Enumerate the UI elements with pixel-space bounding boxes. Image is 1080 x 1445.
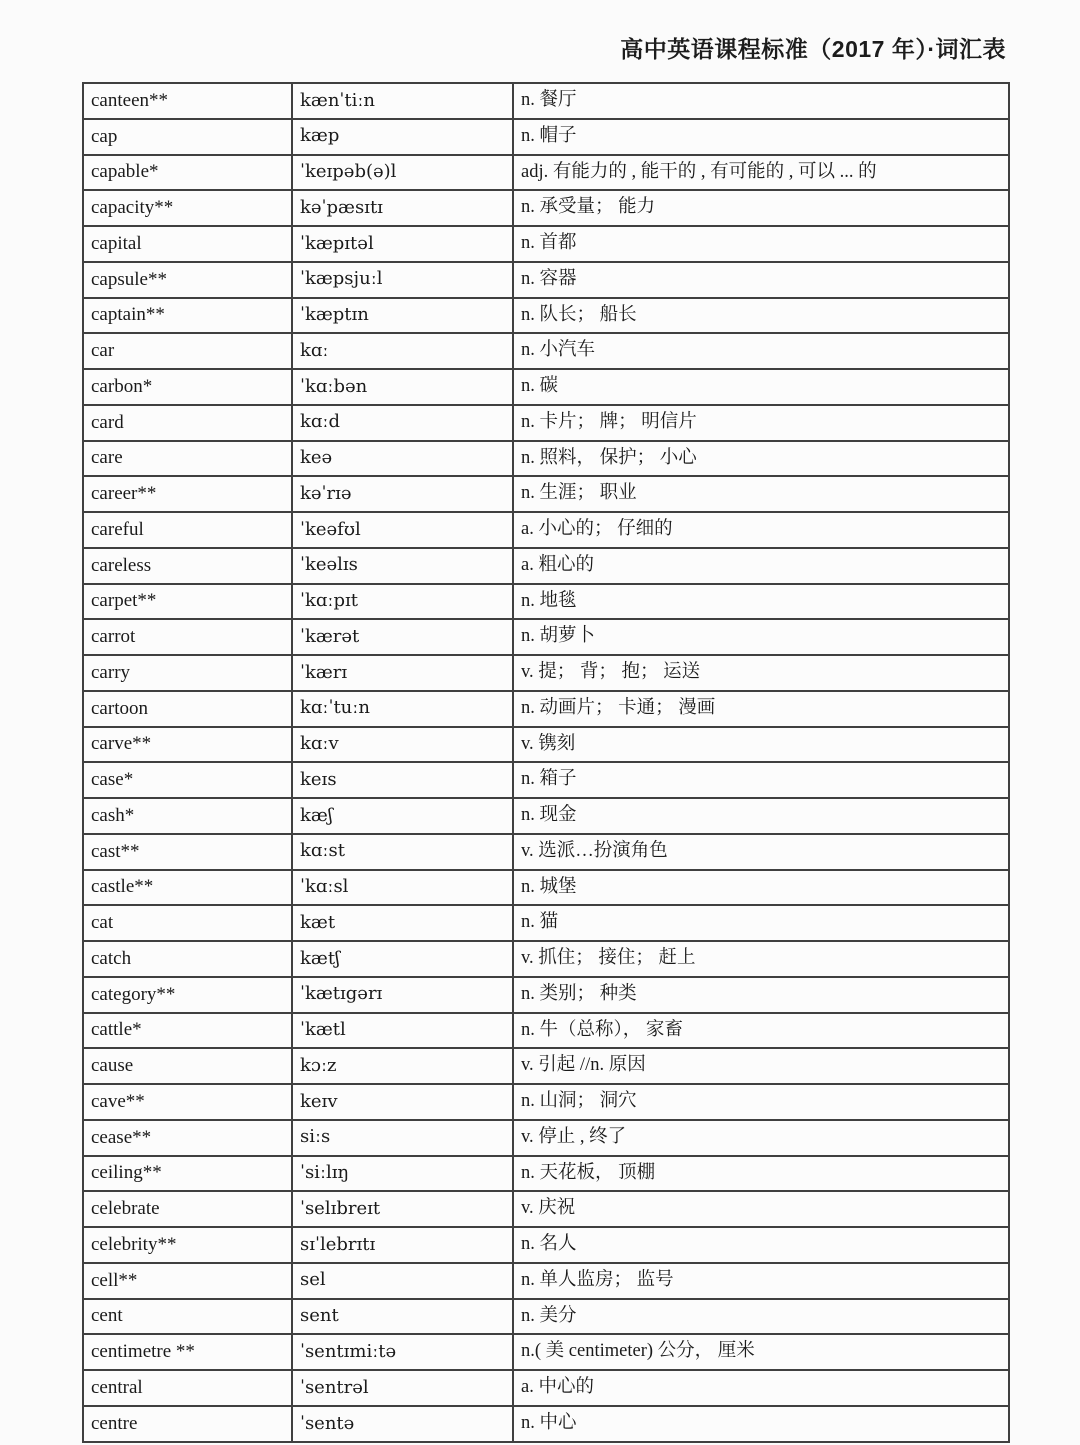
- word-cell: canteen**: [83, 83, 292, 119]
- word-cell: castle**: [83, 870, 292, 906]
- phonetic-cell: ˈkeəfʊl: [292, 512, 513, 548]
- definition-cell: n. 山洞； 洞穴: [513, 1084, 1009, 1120]
- word-cell: central: [83, 1370, 292, 1406]
- table-row: [83, 298, 1009, 334]
- phonetic-cell: ˈselɪbreɪt: [292, 1191, 513, 1227]
- phonetic-cell: keə: [292, 441, 513, 477]
- phonetic-cell: ˈkæpsjuːl: [292, 262, 513, 298]
- table-row: [83, 1406, 1009, 1442]
- definition-cell: n. 猫: [513, 905, 1009, 941]
- definition-cell: n. 卡片； 牌； 明信片: [513, 405, 1009, 441]
- word-cell: cave**: [83, 1084, 292, 1120]
- word-cell: case*: [83, 762, 292, 798]
- word-cell: celebrate: [83, 1191, 292, 1227]
- definition-cell: n. 容器: [513, 262, 1009, 298]
- table-row: [83, 1191, 1009, 1227]
- phonetic-cell: ˈkærɪ: [292, 655, 513, 691]
- word-cell: careful: [83, 512, 292, 548]
- table-row: [83, 155, 1009, 191]
- word-cell: cap: [83, 119, 292, 155]
- word-cell: capacity**: [83, 190, 292, 226]
- phonetic-cell: kɔːz: [292, 1048, 513, 1084]
- definition-cell: v. 停止 , 终了: [513, 1120, 1009, 1156]
- phonetic-cell: kɑːˈtuːn: [292, 691, 513, 727]
- word-cell: carve**: [83, 727, 292, 763]
- phonetic-cell: ˈsiːlɪŋ: [292, 1156, 513, 1192]
- table-row: [83, 727, 1009, 763]
- definition-cell: n. 美分: [513, 1299, 1009, 1335]
- word-cell: cat: [83, 905, 292, 941]
- table-row: [83, 1227, 1009, 1263]
- word-cell: cash*: [83, 798, 292, 834]
- page-title: 高中英语课程标准（2017 年）·词汇表: [620, 36, 1006, 62]
- table-row: [83, 119, 1009, 155]
- definition-cell: n. 地毯: [513, 584, 1009, 620]
- table-row: [83, 762, 1009, 798]
- definition-cell: v. 镌刻: [513, 727, 1009, 763]
- phonetic-cell: kəˈrɪə: [292, 476, 513, 512]
- table-row: [83, 441, 1009, 477]
- word-cell: cast**: [83, 834, 292, 870]
- word-cell: capital: [83, 226, 292, 262]
- phonetic-cell: keɪv: [292, 1084, 513, 1120]
- phonetic-cell: ˈsentə: [292, 1406, 513, 1442]
- word-cell: card: [83, 405, 292, 441]
- definition-cell: n. 天花板， 顶棚: [513, 1156, 1009, 1192]
- word-cell: carbon*: [83, 369, 292, 405]
- phonetic-cell: kænˈtiːn: [292, 83, 513, 119]
- phonetic-cell: ˈkɑːsl: [292, 870, 513, 906]
- table-row: [83, 691, 1009, 727]
- definition-cell: n. 中心: [513, 1406, 1009, 1442]
- phonetic-cell: kɑː: [292, 333, 513, 369]
- definition-cell: v. 选派…扮演角色: [513, 834, 1009, 870]
- word-cell: celebrity**: [83, 1227, 292, 1263]
- definition-cell: n. 现金: [513, 798, 1009, 834]
- word-cell: carrot: [83, 619, 292, 655]
- definition-cell: n. 承受量； 能力: [513, 190, 1009, 226]
- table-row: [83, 977, 1009, 1013]
- phonetic-cell: ˈkeəlɪs: [292, 548, 513, 584]
- word-cell: capable*: [83, 155, 292, 191]
- phonetic-cell: ˈkætɪgərɪ: [292, 977, 513, 1013]
- word-cell: centre: [83, 1406, 292, 1442]
- phonetic-cell: sɪˈlebrɪtɪ: [292, 1227, 513, 1263]
- table-row: [83, 584, 1009, 620]
- word-cell: cent: [83, 1299, 292, 1335]
- definition-cell: v. 提； 背； 抱； 运送: [513, 655, 1009, 691]
- word-cell: cease**: [83, 1120, 292, 1156]
- word-cell: centimetre **: [83, 1334, 292, 1370]
- word-cell: car: [83, 333, 292, 369]
- definition-cell: n. 城堡: [513, 870, 1009, 906]
- phonetic-cell: kɑːd: [292, 405, 513, 441]
- table-row: [83, 1334, 1009, 1370]
- table-row: [83, 1299, 1009, 1335]
- phonetic-cell: keɪs: [292, 762, 513, 798]
- definition-cell: a. 小心的； 仔细的: [513, 512, 1009, 548]
- table-row: [83, 1120, 1009, 1156]
- phonetic-cell: ˈkeɪpəb(ə)l: [292, 155, 513, 191]
- table-row: [83, 1084, 1009, 1120]
- definition-cell: n. 碳: [513, 369, 1009, 405]
- table-row: [83, 405, 1009, 441]
- definition-cell: n. 小汽车: [513, 333, 1009, 369]
- table-row: [83, 1013, 1009, 1049]
- table-row: [83, 1048, 1009, 1084]
- table-row: [83, 1263, 1009, 1299]
- phonetic-cell: ˈsentrəl: [292, 1370, 513, 1406]
- definition-cell: n. 单人监房； 监号: [513, 1263, 1009, 1299]
- table-row: [83, 870, 1009, 906]
- table-row: [83, 548, 1009, 584]
- phonetic-cell: ˈkærət: [292, 619, 513, 655]
- table-row: [83, 941, 1009, 977]
- table-row: [83, 226, 1009, 262]
- table-row: [83, 369, 1009, 405]
- table-row: [83, 476, 1009, 512]
- word-cell: care: [83, 441, 292, 477]
- definition-cell: a. 粗心的: [513, 548, 1009, 584]
- definition-cell: n. 生涯； 职业: [513, 476, 1009, 512]
- table-row: [83, 619, 1009, 655]
- word-cell: carry: [83, 655, 292, 691]
- definition-cell: adj. 有能力的 , 能干的 , 有可能的 , 可以 ... 的: [513, 155, 1009, 191]
- definition-cell: n. 首都: [513, 226, 1009, 262]
- word-cell: career**: [83, 476, 292, 512]
- definition-cell: v. 庆祝: [513, 1191, 1009, 1227]
- definition-cell: n. 动画片； 卡通； 漫画: [513, 691, 1009, 727]
- definition-cell: n. 类别； 种类: [513, 977, 1009, 1013]
- phonetic-cell: ˈsentɪmiːtə: [292, 1334, 513, 1370]
- word-cell: cell**: [83, 1263, 292, 1299]
- phonetic-cell: kæt: [292, 905, 513, 941]
- word-cell: cause: [83, 1048, 292, 1084]
- word-cell: cartoon: [83, 691, 292, 727]
- page-header: [620, 31, 1006, 64]
- word-cell: catch: [83, 941, 292, 977]
- word-cell: ceiling**: [83, 1156, 292, 1192]
- phonetic-cell: ˈkɑːpɪt: [292, 584, 513, 620]
- word-cell: cattle*: [83, 1013, 292, 1049]
- definition-cell: n. 队长； 船长: [513, 298, 1009, 334]
- definition-cell: n. 牛（总称）， 家畜: [513, 1013, 1009, 1049]
- word-cell: captain**: [83, 298, 292, 334]
- phonetic-cell: kɑːv: [292, 727, 513, 763]
- phonetic-cell: kætʃ: [292, 941, 513, 977]
- table-row: [83, 1370, 1009, 1406]
- table-row: [83, 798, 1009, 834]
- phonetic-cell: kæp: [292, 119, 513, 155]
- phonetic-cell: kəˈpæsɪtɪ: [292, 190, 513, 226]
- phonetic-cell: kæʃ: [292, 798, 513, 834]
- definition-cell: n. 照料， 保护； 小心: [513, 441, 1009, 477]
- table-row: [83, 190, 1009, 226]
- phonetic-cell: sent: [292, 1299, 513, 1335]
- word-cell: carpet**: [83, 584, 292, 620]
- table-row: [83, 333, 1009, 369]
- table-row: [83, 512, 1009, 548]
- phonetic-cell: ˈkɑːbən: [292, 369, 513, 405]
- definition-cell: n. 帽子: [513, 119, 1009, 155]
- table-row: [83, 655, 1009, 691]
- phonetic-cell: sel: [292, 1263, 513, 1299]
- phonetic-cell: siːs: [292, 1120, 513, 1156]
- word-cell: careless: [83, 548, 292, 584]
- definition-cell: v. 引起 //n. 原因: [513, 1048, 1009, 1084]
- definition-cell: n. 箱子: [513, 762, 1009, 798]
- definition-cell: n. 餐厅: [513, 83, 1009, 119]
- vocabulary-table: [82, 82, 1010, 1443]
- definition-cell: v. 抓住； 接住； 赶上: [513, 941, 1009, 977]
- phonetic-cell: ˈkæptɪn: [292, 298, 513, 334]
- table-row: [83, 1156, 1009, 1192]
- definition-cell: a. 中心的: [513, 1370, 1009, 1406]
- table-row: [83, 262, 1009, 298]
- definition-cell: n. 胡萝卜: [513, 619, 1009, 655]
- table-row: [83, 834, 1009, 870]
- table-row: [83, 905, 1009, 941]
- phonetic-cell: kɑːst: [292, 834, 513, 870]
- word-cell: category**: [83, 977, 292, 1013]
- word-cell: capsule**: [83, 262, 292, 298]
- definition-cell: n.( 美 centimeter) 公分， 厘米: [513, 1334, 1009, 1370]
- vocabulary-table-body: [83, 83, 1009, 1442]
- phonetic-cell: ˈkætl: [292, 1013, 513, 1049]
- table-row: [83, 83, 1009, 119]
- phonetic-cell: ˈkæpɪtəl: [292, 226, 513, 262]
- definition-cell: n. 名人: [513, 1227, 1009, 1263]
